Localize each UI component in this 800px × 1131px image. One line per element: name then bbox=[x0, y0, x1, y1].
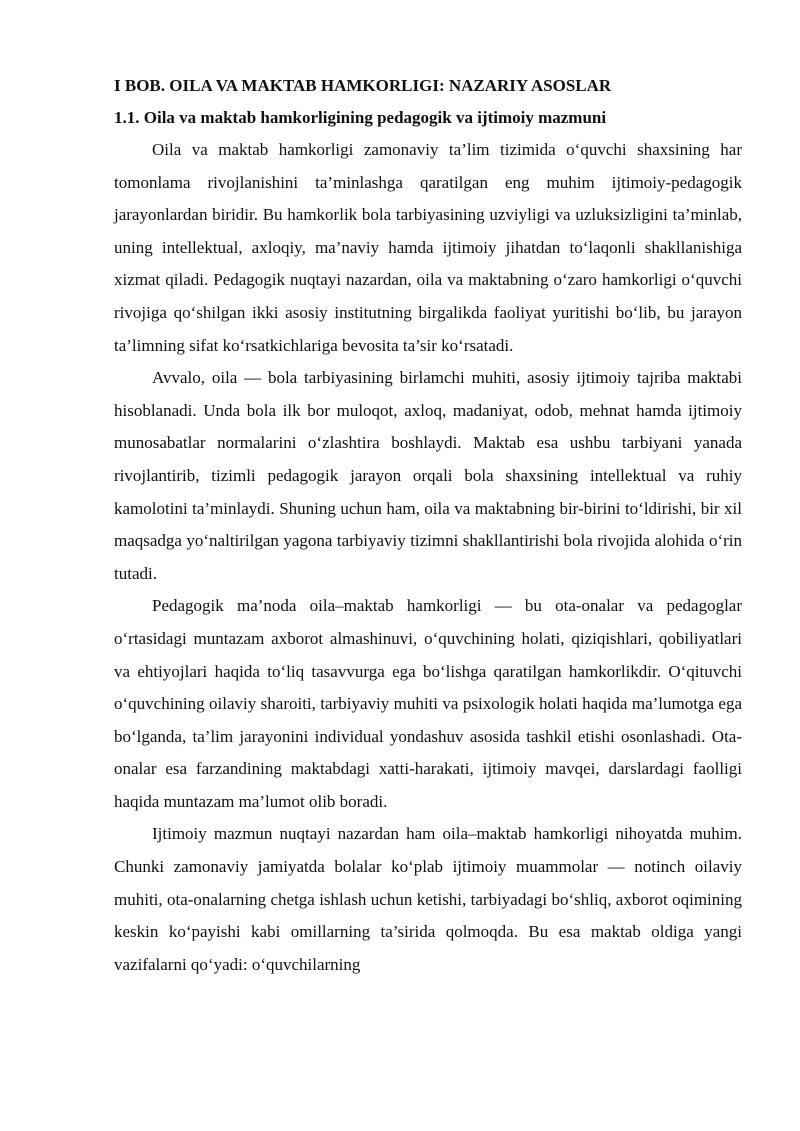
section-title: 1.1. Oila va maktab hamkorligining pedagogik va ijtimoiy mazmuni bbox=[114, 108, 607, 127]
paragraph-1: Oila va maktab hamkorligi zamonaviy ta’lim tizimida o‘quvchi shaxsining har tomonlama rivojlanishini ta’minlashga qaratilgan eng muhim ijtimoiy-pedagogik jarayonlardan biridir. Bu hamkorlik bola tarbiyasining uzviyligi va uzluksizligini ta’minlab, uning intellektual, axloqiy, ma’naviy hamda ijtimoiy jihatdan to‘laqonli shakllanishiga xizmat qiladi. Pedagogik nuqtayi nazardan, oila va maktabning o‘zaro hamkorligi o‘quvchi rivojiga qo‘shilgan ikki asosiy institutning birgalikda faoliyat yuritishi bo‘lib, bu jarayon ta’limning sifat ko‘rsatkichlariga bevosita ta’sir ko‘rsatadi. bbox=[114, 140, 742, 355]
paragraph-2: Avvalo, oila — bola tarbiyasining birlamchi muhiti, asosiy ijtimoiy tajriba maktabi hisoblanadi. Unda bola ilk bor muloqot, axloq, madaniyat, odob, mehnat hamda ijtimoiy munosabatlar normalarini o‘zlashtira boshlaydi. Maktab esa ushbu tarbiyani yanada rivojlantirib, tizimli pedagogik jarayon orqali bola shaxsining intellektual va ruhiy kamolotini ta’minlaydi. Shuning uchun ham, oila va maktabning bir-birini to‘ldirishi, bir xil maqsadga yo‘naltirilgan yagona tarbiyaviy tizimni shakllantirishi bola rivojida alohida o‘rin tutadi. bbox=[114, 368, 742, 583]
paragraph-3: Pedagogik ma’noda oila–maktab hamkorligi — bu ota-onalar va pedagoglar o‘rtasidagi muntazam axborot almashinuvi, o‘quvchining holati, qiziqishlari, qobiliyatlari va ehtiyojlari haqida to‘liq tasavvurga ega bo‘lishga qaratilgan hamkorlikdir. O‘qituvchi o‘quvchining oilaviy sharoiti, tarbiyaviy muhiti va psixologik holati haqida ma’lumotga ega bo‘lganda, ta’lim jarayonini individual yondashuv asosida tashkil etishi osonlashadi. Ota-onalar esa farzandining maktabdagi xatti-harakati, ijtimoiy mavqei, darslardagi faolligi haqida muntazam ma’lumot olib boradi. bbox=[114, 596, 742, 811]
paragraph-4: Ijtimoiy mazmun nuqtayi nazardan ham oila–maktab hamkorligi nihoyatda muhim. Chunki zamonaviy jamiyatda bolalar ko‘plab ijtimoiy muammolar — notinch oilaviy muhiti, ota-onalarning chetga ishlash uchun ketishi, tarbiyadagi bo‘shliq, axborot oqimining keskin ko‘payishi kabi omillarning ta’sirida qolmoqda. Bu esa maktab oldiga yangi vazifalarni qo‘yadi: o‘quvchilarning bbox=[114, 824, 742, 974]
document-page bbox=[114, 70, 742, 981]
chapter-title: I BOB. OILA VA MAKTAB HAMKORLIGI: NAZARIY ASOSLAR bbox=[114, 76, 612, 95]
